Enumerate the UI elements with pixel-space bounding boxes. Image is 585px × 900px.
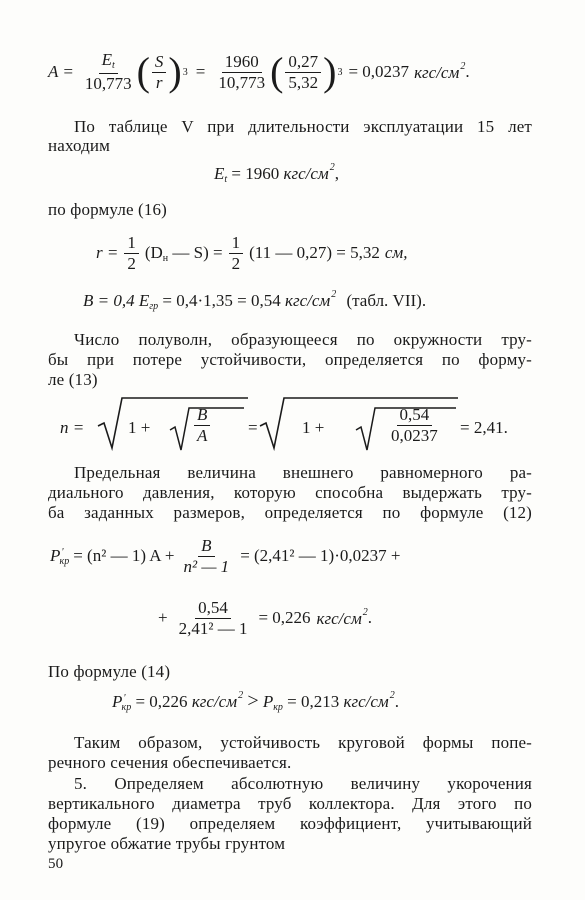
p-critical-prime: $P'_{кр}$ [112, 692, 132, 713]
r-result: (11 — 0,27) = 5,32 [249, 243, 380, 262]
fraction-1960 [215, 53, 268, 92]
result-value: = 0,0237 [348, 62, 410, 81]
numerator: 0,27 [285, 53, 321, 73]
paragraph-6 [48, 733, 532, 773]
denominator: 5,32 [288, 72, 319, 92]
formula-a-lhs: A = [48, 62, 74, 81]
unit: см, [384, 243, 408, 262]
denominator: 2 [231, 253, 241, 273]
numerator: B [198, 537, 214, 557]
text-line: ба заданных размеров, определяется по формуле (12) [48, 503, 532, 522]
paragraph-1 [48, 117, 532, 136]
fraction-b-a [194, 406, 210, 445]
n-result: = 2,41. [460, 418, 508, 437]
right-paren: ) [323, 49, 337, 94]
numerator: E [101, 50, 112, 70]
denominator: n² — 1 [183, 556, 230, 576]
text-line: формуле (19) определяем коэффициент, учитывающий [48, 814, 532, 833]
comma: , [334, 164, 340, 183]
paragraph-5: По формуле (14) [48, 662, 171, 681]
fraction-half [124, 234, 139, 273]
page-number: 50 [48, 856, 64, 872]
r-body: ($D_н$ — S) = [144, 242, 223, 264]
text-line: Таким образом, устойчивость круговой формы попе- [74, 733, 532, 752]
formula-r [96, 228, 408, 278]
greater-than: > [247, 690, 259, 712]
fraction-027-532 [285, 53, 321, 92]
denominator: 10,773 [218, 72, 266, 92]
right-paren: ) [168, 49, 182, 94]
unit: кгс/$см^2$ [285, 289, 337, 310]
r-lhs: r = [96, 243, 119, 262]
subscript: t [111, 60, 115, 72]
text-line: Число полуволн, образующееся по окружности тру- [74, 330, 532, 349]
one-plus: 1 + [302, 418, 325, 437]
formula-comparison [112, 690, 399, 713]
text-line: диального давления, которую способна выдержать тру- [48, 483, 532, 502]
formula-p-critical [50, 528, 400, 584]
b-lhs: B = 0,4 $E_{гр}$ [83, 291, 159, 312]
fraction-half-2 [229, 234, 244, 273]
unit: кгс/$см^2$ [316, 607, 368, 628]
paragraph-2: по формуле (16) [48, 200, 167, 219]
n-lhs: n = [60, 418, 85, 437]
denominator: 0,0237 [391, 425, 438, 445]
formula-p-continuation [158, 590, 372, 646]
left-paren: ( [270, 49, 284, 94]
et-symbol: $E_t$ [214, 164, 228, 185]
numerator: B [194, 406, 210, 426]
p-critical: $P_{кр}$ [262, 692, 283, 713]
et-value: = 1960 [231, 164, 280, 183]
left-paren: ( [136, 49, 150, 94]
paragraph-3 [48, 330, 532, 390]
denominator: r [155, 72, 163, 92]
value-1: = 0,226 [135, 692, 188, 711]
denominator: 2,41² — 1 [178, 618, 248, 638]
numerator: 1960 [222, 53, 262, 73]
denominator: A [197, 425, 208, 445]
unit: кгс/$см^2$ [343, 690, 395, 711]
unit: кгс/$см^2$ [191, 690, 244, 711]
one-plus: 1 + [128, 418, 151, 437]
text-line: Предельная величина внешнего равномерного ра- [74, 463, 532, 482]
paragraph-4 [48, 463, 532, 523]
numerator: 1 [124, 234, 139, 254]
p-expression: = (n² — 1) A + [73, 546, 175, 565]
value-2: = 0,213 [287, 692, 340, 711]
fraction-et [82, 51, 135, 92]
fraction-054-241 [176, 599, 251, 638]
period: . [394, 692, 400, 711]
p-critical-symbol: $P'_{кр}$ [50, 545, 70, 567]
denominator: 2 [127, 253, 136, 273]
text-line: 5. Определяем абсолютную величину укорочения [74, 774, 532, 793]
exponent: 3 [182, 66, 188, 78]
p-substitution: = (2,41² — 1)·0,0237 + [240, 546, 401, 565]
fraction-s-r [152, 53, 167, 92]
paragraph-1-line-2: находим [48, 136, 111, 155]
text-line: бы при потере устойчивости, определяется по форму- [48, 350, 532, 369]
text-line: вертикального диаметра труб коллектора. Для этого по [48, 794, 532, 813]
fraction-054-00237 [388, 406, 441, 445]
formula-et [214, 162, 339, 185]
text-line: речного сечения обеспечивается. [48, 753, 292, 772]
denominator: 10,773 [84, 73, 132, 93]
formula-n [58, 396, 538, 460]
numerator: 0,54 [195, 599, 231, 619]
period: . [465, 62, 470, 81]
table-reference: (табл. VII). [346, 291, 427, 310]
equals: = [195, 62, 206, 81]
text-line: ле (13) [48, 370, 98, 389]
plus: + [158, 608, 168, 627]
unit: кгс/$см^2$ [283, 162, 335, 183]
paragraph-7 [48, 774, 532, 854]
text-line: упругое обжатие трубы грунтом [48, 834, 286, 853]
exponent: 3 [337, 66, 343, 78]
p-result: = 0,226 [258, 608, 311, 627]
fraction-b-n2 [180, 537, 232, 576]
formula-b [83, 289, 426, 312]
period: . [367, 608, 373, 627]
text-line: По таблице V при длительности эксплуатации 15 лет [74, 117, 532, 136]
unit: кгс/$см^2$ [414, 61, 466, 82]
numerator: 1 [229, 234, 244, 254]
formula-a [48, 42, 470, 102]
numerator: S [152, 53, 167, 73]
numerator: 0,54 [397, 406, 433, 426]
equals: = [248, 418, 258, 437]
b-value: = 0,4·1,35 = 0,54 [162, 291, 281, 310]
